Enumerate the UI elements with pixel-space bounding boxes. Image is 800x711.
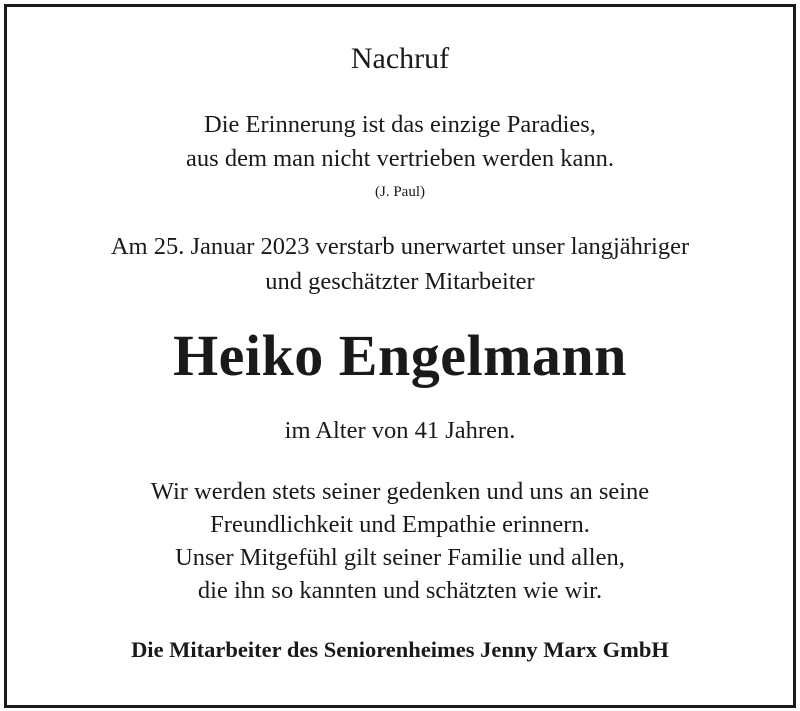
intro-line-1: Am 25. Januar 2023 verstarb unerwartet unser langjähriger bbox=[110, 233, 690, 260]
intro-line-2: und geschätzter Mitarbeiter bbox=[265, 268, 535, 295]
message-line-4: die ihn so kannten und schätzten wie wir. bbox=[197, 577, 603, 604]
deceased-age: im Alter von 41 Jahren. bbox=[284, 417, 516, 444]
message-line-3: Unser Mitgefühl gilt seiner Familie und allen, bbox=[175, 544, 625, 571]
quote-line-1: Die Erinnerung ist das einzige Paradies, bbox=[204, 111, 596, 138]
message-line-1: Wir werden stets seiner gedenken und uns an seine bbox=[150, 478, 650, 505]
quote-attribution: (J. Paul) bbox=[375, 184, 425, 200]
notice-title: Nachruf bbox=[350, 42, 450, 75]
quote-line-2: aus dem man nicht vertrieben werden kann. bbox=[186, 145, 614, 172]
signature: Die Mitarbeiter des Seniorenheimes Jenny Marx GmbH bbox=[131, 637, 669, 662]
deceased-name: Heiko Engelmann bbox=[173, 323, 627, 388]
message-line-2: Freundlichkeit und Empathie erinnern. bbox=[210, 511, 590, 538]
